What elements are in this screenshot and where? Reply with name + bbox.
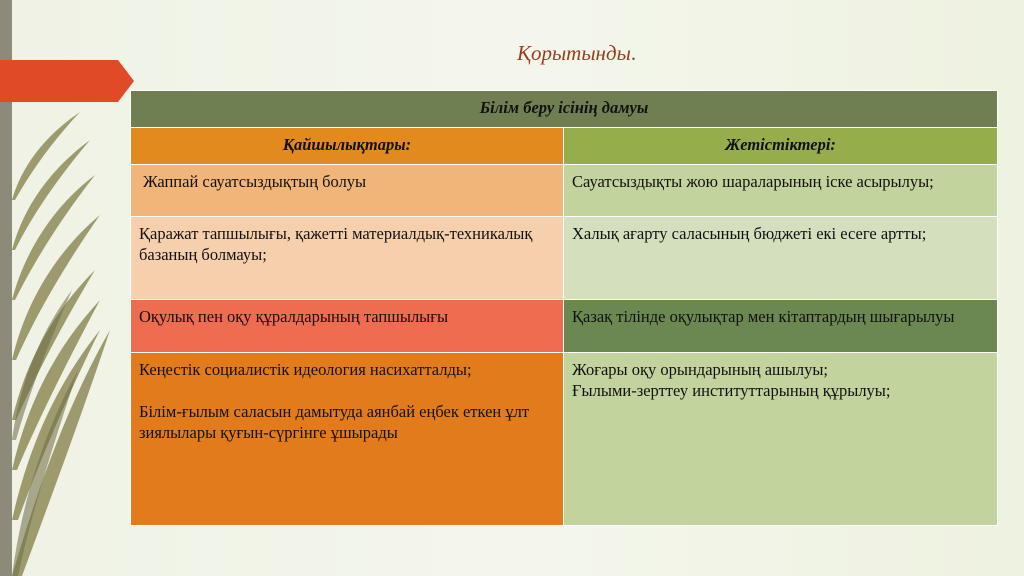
cell-right-1: Сауатсыздықты жою шараларының іске асырылуы; [564,165,998,217]
title-dot: . [630,41,637,65]
comparison-table [130,90,998,526]
title-arrow-tab [0,60,134,102]
column-header-achievements: Жетістіктері: [564,128,998,165]
table-row [131,300,998,353]
cell-left-1: Жаппай сауатсыздықтың болуы [131,165,564,217]
cell-left-4-paragraph-2: Білім-ғылым саласын дамытуда аянбай еңбек еткен ұлт зиялылары қуғын-сүргінге ұшырады [139,402,530,442]
table-row [131,165,998,217]
cell-left-4-paragraph-1: Кеңестік социалистік идеология насихатталды; [139,360,472,379]
cell-right-4 [564,353,998,526]
cell-right-3: Қазақ тілінде оқулықтар мен кітаптардың шығарылуы [564,300,998,353]
table-header-row [131,91,998,128]
cell-left-3: Оқулық пен оқу құралдарының тапшылығы [131,300,564,353]
table-row [131,353,998,526]
column-header-row [131,128,998,165]
decorative-leaves [0,0,140,576]
cell-left-4 [131,353,564,526]
cell-left-2: Қаражат тапшылығы, қажетті материалдық-техникалық базаның болмауы; [131,217,564,300]
table-header: Білім беру ісінің дамуы [131,91,998,128]
title-text: Қорытынды [517,41,631,65]
page-title [517,41,636,66]
column-header-contradictions: Қайшылықтары: [131,128,564,165]
cell-right-4-line-2: Ғылыми-зерттеу институттарының құрылуы; [572,381,891,400]
cell-right-2: Халық ағарту саласының бюджеті екі есеге артты; [564,217,998,300]
cell-right-4-line-1: Жоғары оқу орындарының ашылуы; [572,360,828,379]
table-row [131,217,998,300]
